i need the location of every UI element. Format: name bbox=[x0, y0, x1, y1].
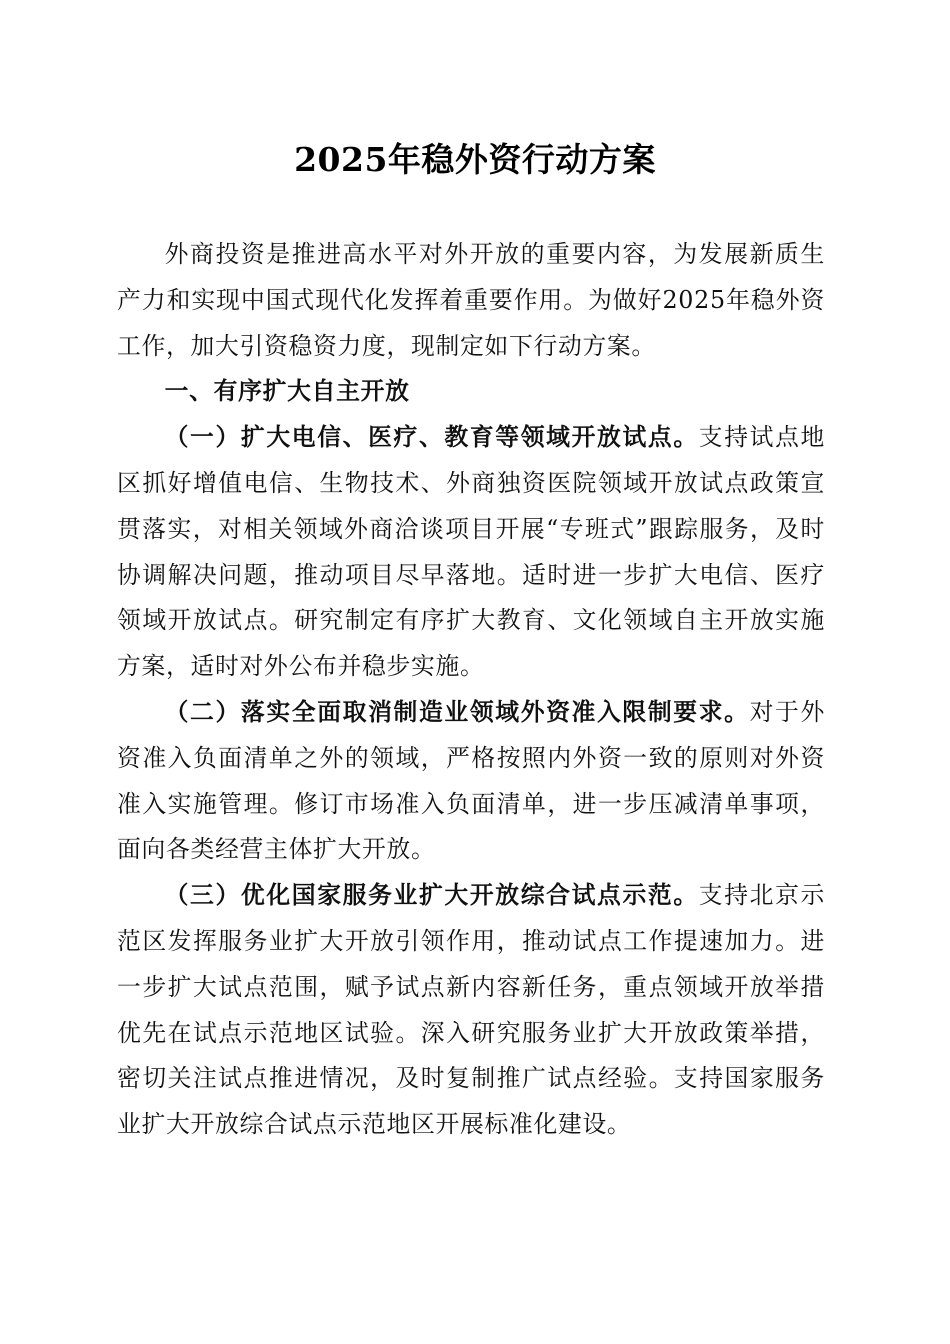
document-body bbox=[117, 232, 825, 1148]
item-text-1: 支持试点地区抓好增值电信、生物技术、外商独资医院领域开放试点政策宣贯落实，对相关领域外商洽谈项目开展“专班式”跟踪服务，及时协调解决问题，推动项目尽早落地。适时进一步扩大电信、医疗领域开放试点。研究制定有序扩大教育、文化领域自主开放实施方案，适时对外公布并稳步实施。 bbox=[117, 423, 826, 681]
intro-paragraph: 外商投资是推进高水平对外开放的重要内容，为发展新质生产力和实现中国式现代化发挥着重要作用。为做好2025年稳外资工作，加大引资稳资力度，现制定如下行动方案。 bbox=[117, 240, 825, 360]
item-title-1: （一）扩大电信、医疗、教育等领域开放试点。 bbox=[164, 423, 699, 452]
item-paragraph-2 bbox=[117, 690, 825, 873]
section-heading: 一、有序扩大自主开放 bbox=[164, 377, 410, 406]
item-title-2: （二）落实全面取消制造业领域外资准入限制要求。 bbox=[164, 697, 750, 726]
item-text-2: 对于外资准入负面清单之外的领域，严格按照内外资一致的原则对外资准入实施管理。修订市场准入负面清单，进一步压减清单事项，面向各类经营主体扩大开放。 bbox=[117, 697, 825, 864]
item-paragraph-1 bbox=[117, 415, 825, 690]
document-title: 2025年稳外资行动方案 bbox=[294, 140, 656, 179]
item-paragraph-3 bbox=[117, 873, 825, 1148]
item-title-3: （三）优化国家服务业扩大开放综合试点示范。 bbox=[164, 881, 699, 910]
item-text-3: 支持北京示范区发挥服务业扩大开放引领作用，推动试点工作提速加力。进一步扩大试点范围，赋予试点新内容新任务，重点领域开放举措优先在试点示范地区试验。深入研究服务业扩大开放政策举措，密切关注试点推进情况，及时复制推广试点经验。支持国家服务业扩大开放综合试点示范地区开展标准化建设。 bbox=[117, 881, 826, 1139]
